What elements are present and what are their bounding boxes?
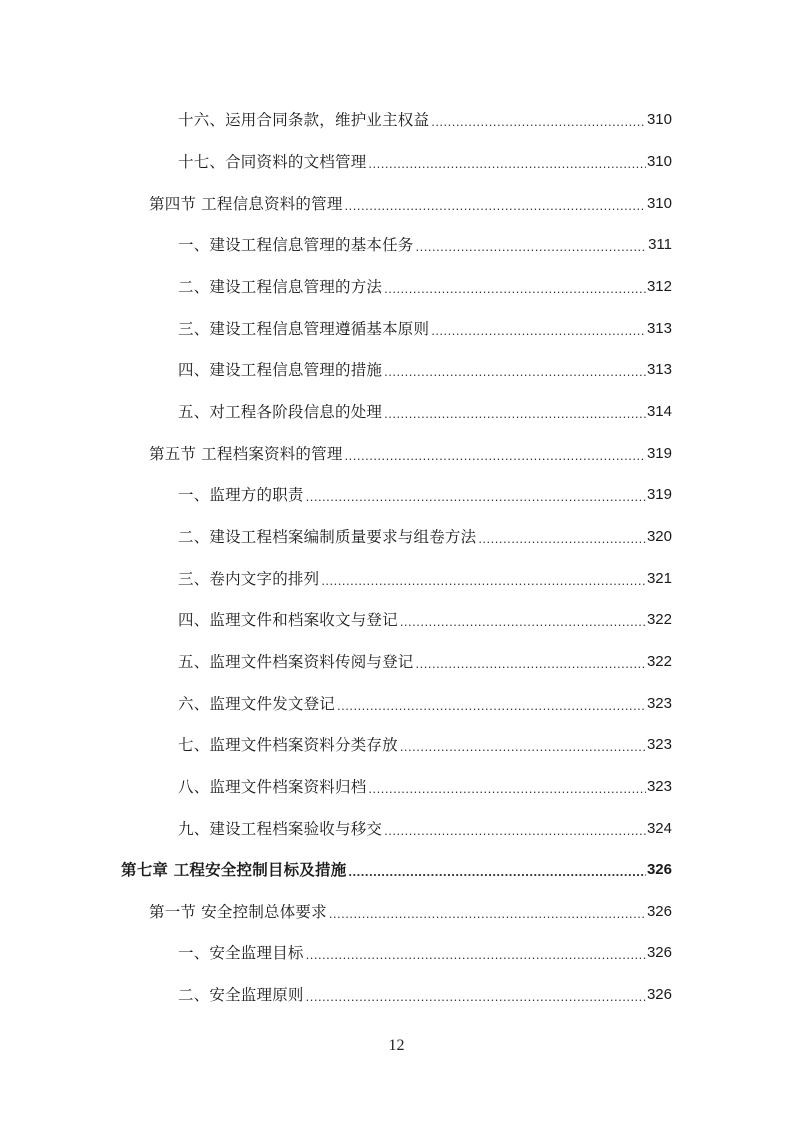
dot-leader (345, 198, 646, 214)
toc-entry (178, 229, 672, 255)
toc-entry-page: 313 (646, 320, 672, 337)
toc-entry (178, 521, 672, 547)
toc-entry (178, 104, 672, 130)
dot-leader (400, 739, 646, 755)
toc-chapter-entry (121, 854, 672, 880)
toc-entry-page: 310 (646, 153, 672, 170)
toc-entry (178, 646, 672, 672)
dot-leader (384, 281, 646, 297)
toc-entry-title: 二、安全监理原则 (178, 986, 304, 1004)
toc-entry-page: 321 (646, 570, 672, 587)
dot-leader (337, 698, 646, 714)
toc-entry-title: 四、建设工程信息管理的措施 (178, 361, 383, 379)
toc-entry (178, 313, 672, 339)
toc-entry-page: 323 (646, 736, 672, 753)
toc-entry-page: 310 (646, 195, 672, 212)
toc-entry (178, 937, 672, 963)
toc-entry (178, 354, 672, 380)
toc-entry-page: 320 (646, 528, 672, 545)
toc-entry-title: 二、建设工程信息管理的方法 (178, 278, 383, 296)
toc-entry-page: 310 (646, 111, 672, 128)
dot-leader (368, 156, 646, 172)
toc-entry-page: 326 (646, 944, 672, 961)
toc-entry-page: 319 (646, 445, 672, 462)
dot-leader (306, 989, 646, 1005)
dot-leader (329, 906, 646, 922)
toc-entry-page: 326 (646, 903, 672, 920)
dot-leader (431, 114, 646, 130)
dot-leader (431, 323, 646, 339)
toc-entry-page: 313 (646, 361, 672, 378)
toc-entry (178, 813, 672, 839)
toc-entry-page: 323 (646, 778, 672, 795)
toc-entry-title: 七、监理文件档案资料分类存放 (178, 736, 398, 754)
toc-entry-page: 326 (646, 986, 672, 1003)
toc-entry-page: 326 (646, 861, 672, 878)
toc-entry-title: 第五节 工程档案资料的管理 (149, 445, 343, 463)
dot-leader (478, 531, 646, 547)
dot-leader (368, 781, 646, 797)
dot-leader (348, 864, 646, 880)
dot-leader (384, 823, 646, 839)
toc-entry (178, 771, 672, 797)
dot-leader (384, 406, 646, 422)
dot-leader (416, 656, 646, 672)
toc-entry-page: 314 (646, 403, 672, 420)
dot-leader (400, 614, 646, 630)
toc-section-entry (149, 188, 672, 214)
toc-entry-title: 九、建设工程档案验收与移交 (178, 820, 383, 838)
toc-entry-title: 第七章 工程安全控制目标及措施 (121, 861, 347, 879)
toc-section-entry (149, 896, 672, 922)
toc-section-entry (149, 438, 672, 464)
toc-entry-title: 五、监理文件档案资料传阅与登记 (178, 653, 414, 671)
toc-entry-title: 二、建设工程档案编制质量要求与组卷方法 (178, 528, 477, 546)
toc-entry-page: 322 (646, 653, 672, 670)
toc-entry-title: 第四节 工程信息资料的管理 (149, 195, 343, 213)
toc-entry-title: 十七、合同资料的文档管理 (178, 153, 367, 171)
toc-entry-page: 312 (646, 278, 672, 295)
toc-entry-title: 八、监理文件档案资料归档 (178, 778, 367, 796)
toc-entry-title: 十六、运用合同条款，维护业主权益 (178, 111, 430, 129)
page-number: 12 (388, 1037, 405, 1054)
toc-entry (178, 563, 672, 589)
toc-entry (178, 688, 672, 714)
toc-entry (178, 979, 672, 1005)
toc-entry-title: 三、卷内文字的排列 (178, 570, 320, 588)
dot-leader (345, 448, 646, 464)
toc-entry (178, 479, 672, 505)
toc-entry-page: 324 (646, 820, 672, 837)
dot-leader (416, 239, 648, 255)
toc-entry-title: 一、监理方的职责 (178, 486, 304, 504)
toc-entry (178, 271, 672, 297)
toc-entry-title: 五、对工程各阶段信息的处理 (178, 403, 383, 421)
toc-entry-title: 一、建设工程信息管理的基本任务 (178, 236, 414, 254)
toc-entry (178, 396, 672, 422)
toc-entry (178, 146, 672, 172)
toc-entry (178, 729, 672, 755)
toc-entry-title: 六、监理文件发文登记 (178, 695, 336, 713)
dot-leader (384, 364, 646, 380)
dot-leader (306, 947, 646, 963)
toc-entry-page: 323 (646, 695, 672, 712)
toc-entry-page: 311 (648, 236, 672, 253)
dot-leader (321, 573, 646, 589)
toc-entry (178, 604, 672, 630)
toc-entry-title: 三、建设工程信息管理遵循基本原则 (178, 320, 430, 338)
toc-entry-page: 322 (646, 611, 672, 628)
toc-entry-title: 四、监理文件和档案收文与登记 (178, 611, 398, 629)
dot-leader (306, 489, 646, 505)
toc-entry-page: 319 (646, 486, 672, 503)
toc-entry-title: 第一节 安全控制总体要求 (149, 903, 327, 921)
toc-entry-title: 一、安全监理目标 (178, 944, 304, 962)
